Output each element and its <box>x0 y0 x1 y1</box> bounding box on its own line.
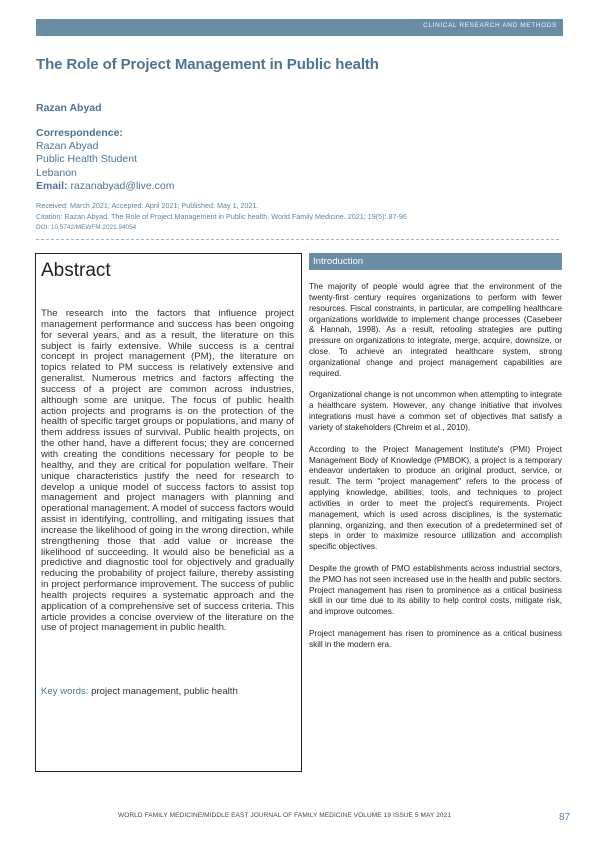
email-link[interactable]: razanabyad@live.com <box>70 179 175 192</box>
correspondence-heading: Correspondence: <box>36 127 123 139</box>
introduction-paragraph: Organizational change is not uncommon when attempting to integrate a healthcare system. However, any change initiative that involves integrations must have a common set of objectives that satisfy a variety of stakeholders (Chreim et al., 2010). <box>309 390 562 432</box>
keywords-line <box>41 686 238 697</box>
abstract-heading: Abstract <box>41 260 111 281</box>
section-header-bar <box>36 19 563 36</box>
introduction-heading: Introduction <box>313 256 364 267</box>
section-label: CLINICAL RESEARCH AND METHODS <box>423 22 557 29</box>
keywords-label: Key words: <box>41 686 89 697</box>
introduction-body <box>309 282 562 662</box>
correspondence-name: Razan Abyad <box>36 140 99 153</box>
introduction-paragraph: Project management has risen to prominence as a critical business skill in the modern era. <box>309 629 562 649</box>
correspondence-role: Public Health Student <box>36 153 137 166</box>
section-divider <box>36 239 559 240</box>
correspondence-block <box>36 127 174 193</box>
article-citation: Citation: Razan Abyad. The Role of Project Management in Public health. World Family Medicine. 2021; 19(5): 87-96 <box>36 212 407 221</box>
introduction-paragraph: According to the Project Management Institute's (PMI) Project Management Body of Knowledge (PMBOK), a project is a temporary endeavor undertaken to produce an original product, service, or result. The term "project management" refers to the process of applying knowledge, abilities, tools, and techniques to project activities in order to meet the project's requirements. Project management, which is used across disciplines, is the systematic planning, organizing, and then execution of a predetermined set of steps in order to maximize resource utilization and accomplish specific objectives. <box>309 444 562 552</box>
introduction-paragraph: The majority of people would agree that the environment of the twenty-first century requires organizations to perform with fewer resources. Fiscal constraints, in particular, are compelling healthcare organizations worldwide to implement change processes (Casebeer & Hannah, 1998). As a result, retooling strategies are putting pressure on organizations to integrate, merge, acquire, downsize, or close. To achieve an integrated healthcare system, strong organizational change and project management capabilities are required. <box>309 282 562 378</box>
abstract-box <box>35 253 302 772</box>
page-number: 87 <box>559 812 571 823</box>
article-meta <box>36 200 407 233</box>
introduction-paragraph: Despite the growth of PMO establishments across industrial sectors, the PMO has not seen increased use in the health and public sectors. Project management has risen to prominence as a critical business skill in our time due to its ability to help control costs, mitigate risk, and improve outcomes. <box>309 563 562 617</box>
article-dates: Received: March 2021; Accepted: April 2021; Published: May 1, 2021. <box>36 201 259 210</box>
email-label: Email: <box>36 179 68 192</box>
introduction-heading-bar <box>309 253 562 270</box>
correspondence-email-line <box>36 180 174 193</box>
author-name: Razan Abyad <box>36 102 102 114</box>
abstract-body: The research into the factors that influence project management performance and success has been ongoing for several years, and as a result, the literature on this subject is fairly extensive. While success is a central concept in project management (PM), the literature on topics related to PM success is relatively extensive and generalist. Numerous metrics and factors affecting the success of a project are common across industries, although some are unique. The focus of public health action projects and programs is on the protection of the health of specific target groups or populations, and many of them address issues of survival. Public health projects, on the other hand, have a different focus; they are concerned with creating the conditions necessary for people to be healthy, and they are critical for population welfare. Their unique characteristics justify the need for research to develop a unique model of success factors to assist top management and project managers with planning and operational management. A model of success factors would assist in identifying, controlling, and mitigating issues that increase the likelihood of going in the wrong direction, while strengthening those that add value or increase the likelihood of succeeding. It would also be beneficial as a predictive and diagnostic tool for objectively and gradually reducing the probability of project failure, thereby assisting in project performance improvement. The success of public health projects requires a systematic approach and the application of a comprehensive set of success criteria. This article provides a concise overview of the literature on the use of project management in public health. <box>41 308 294 634</box>
journal-footer: WORLD FAMILY MEDICINE/MIDDLE EAST JOURNAL OF FAMILY MEDICINE VOLUME 19 ISSUE 5 MAY 2021 <box>118 812 452 819</box>
correspondence-country: Lebanon <box>36 166 77 179</box>
article-title: The Role of Project Management in Public health <box>36 56 379 73</box>
keywords-value: project management, public health <box>91 686 238 697</box>
article-doi[interactable]: DOI: 10.5742/MEWFM.2021.94054 <box>36 224 137 231</box>
